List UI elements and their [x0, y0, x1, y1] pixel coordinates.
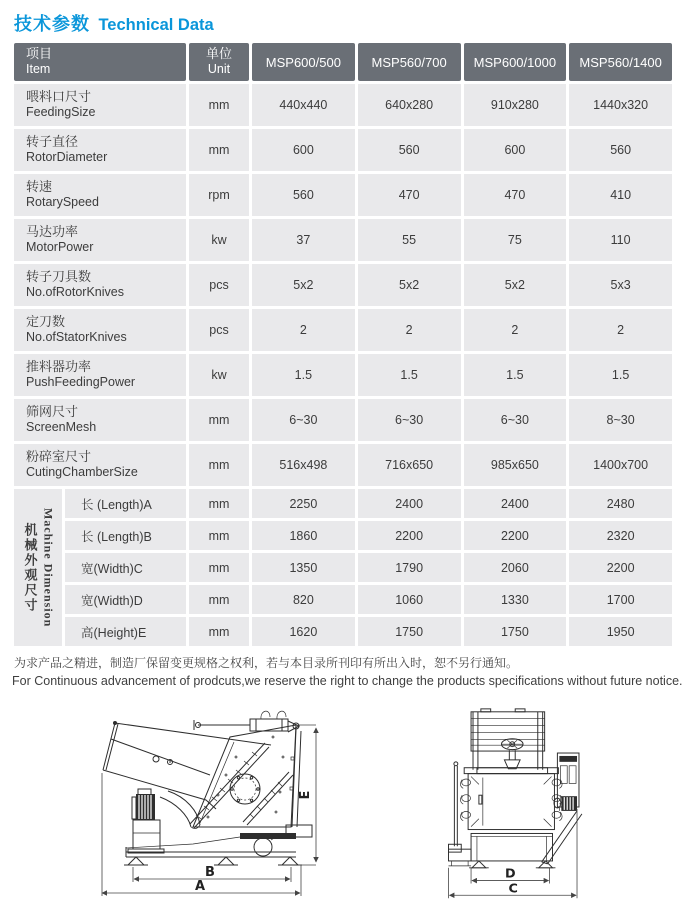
value-cell: 8~30	[569, 399, 672, 441]
motor-side	[128, 789, 164, 853]
dim-label: 高(Height)E	[65, 617, 186, 646]
row-label-en: RotorDiameter	[26, 150, 108, 165]
dim-row-height-e	[65, 617, 672, 646]
header-unit-cn: 单位	[205, 46, 232, 62]
row-label-cn: 筛网尺寸	[26, 404, 79, 420]
value-cell: 1060	[358, 585, 461, 614]
dim-row-width-d	[65, 585, 672, 614]
value-cell: 1750	[464, 617, 567, 646]
unit-cell: mm	[189, 399, 249, 441]
row-label	[14, 444, 186, 486]
header-item	[14, 43, 186, 81]
value-cell: 1790	[358, 553, 461, 582]
value-cell: 2480	[569, 489, 672, 518]
row-label-cn: 马达功率	[26, 224, 79, 240]
value-cell: 470	[358, 174, 461, 216]
dim-label-c: C	[508, 880, 518, 896]
value-cell: 470	[464, 174, 567, 216]
value-cell: 2200	[569, 553, 672, 582]
unit-cell: kw	[189, 219, 249, 261]
support-rod	[448, 761, 461, 851]
dim-label: 宽(Width)C	[65, 553, 186, 582]
header-unit-en: Unit	[207, 62, 231, 77]
value-cell: 6~30	[358, 399, 461, 441]
machine-dimension-label-en: Machine Dimension	[41, 507, 56, 628]
unit-cell: mm	[189, 553, 249, 582]
value-cell: 2400	[358, 489, 461, 518]
table-header-row	[14, 43, 672, 81]
dim-label-e: E	[298, 790, 313, 799]
value-cell: 1350	[252, 553, 355, 582]
dim-label: 宽(Width)D	[65, 585, 186, 614]
header-model: MSP560/700	[358, 43, 461, 81]
unit-cell: mm	[189, 489, 249, 518]
dim-label-b: B	[205, 864, 215, 880]
header-item-en: Item	[26, 62, 51, 77]
machine-drawings	[0, 697, 685, 915]
value-cell: 1.5	[464, 354, 567, 396]
row-label-cn: 粉碎室尺寸	[26, 449, 92, 465]
value-cell: 1750	[358, 617, 461, 646]
row-label	[14, 174, 186, 216]
page-title-en: Technical Data	[98, 16, 214, 34]
value-cell: 37	[252, 219, 355, 261]
machine-dimension-label-cn: 机械外观尺寸	[22, 522, 38, 613]
unit-cell: kw	[189, 354, 249, 396]
row-label-en: CutingChamberSize	[26, 465, 138, 480]
row-label-en: FeedingSize	[26, 105, 96, 120]
value-cell: 2	[569, 309, 672, 351]
value-cell: 2250	[252, 489, 355, 518]
dim-row-length-b	[65, 521, 672, 550]
rear-strut	[286, 729, 312, 837]
value-cell: 1860	[252, 521, 355, 550]
unit-cell: pcs	[189, 264, 249, 306]
value-cell: 820	[252, 585, 355, 614]
table-row-screen-mesh	[14, 399, 672, 441]
dim-row-length-a	[65, 489, 672, 518]
header-model: MSP600/1000	[464, 43, 567, 81]
value-cell: 1.5	[358, 354, 461, 396]
value-cell: 1440x320	[569, 84, 672, 126]
value-cell: 2	[358, 309, 461, 351]
table-row-cutting-chamber-size	[14, 444, 672, 486]
value-cell: 985x650	[464, 444, 567, 486]
housing-bolts	[207, 736, 284, 818]
value-cell: 2	[464, 309, 567, 351]
machine-dimension-rows	[65, 489, 672, 646]
table-row-feeding-size	[14, 84, 672, 126]
unit-cell: mm	[189, 444, 249, 486]
crushing-housing	[190, 725, 296, 828]
table-row-push-feeding-power	[14, 354, 672, 396]
value-cell: 2400	[464, 489, 567, 518]
row-label-en: MotorPower	[26, 240, 94, 255]
value-cell: 110	[569, 219, 672, 261]
hydraulic-cylinder	[194, 711, 299, 732]
value-cell: 1700	[569, 585, 672, 614]
value-cell: 516x498	[252, 444, 355, 486]
unit-cell: mm	[189, 84, 249, 126]
value-cell: 2200	[358, 521, 461, 550]
value-cell: 6~30	[252, 399, 355, 441]
value-cell: 1620	[252, 617, 355, 646]
row-label-en: PushFeedingPower	[26, 375, 136, 390]
header-model: MSP600/500	[252, 43, 355, 81]
row-label	[14, 399, 186, 441]
dim-row-width-c	[65, 553, 672, 582]
value-cell: 75	[464, 219, 567, 261]
unit-cell: mm	[189, 585, 249, 614]
row-label	[14, 219, 186, 261]
row-label	[14, 264, 186, 306]
dim-label-a: A	[194, 878, 206, 894]
handwheel	[501, 738, 523, 768]
value-cell: 1.5	[569, 354, 672, 396]
side-clamps	[460, 779, 562, 821]
header-model: MSP560/1400	[569, 43, 672, 81]
technical-data-table	[14, 43, 672, 646]
value-cell: 2320	[569, 521, 672, 550]
row-label-cn: 推料器功率	[26, 359, 92, 375]
value-cell: 2	[252, 309, 355, 351]
table-row-rotor-diameter	[14, 129, 672, 171]
machine-body-front	[464, 767, 558, 829]
row-label-cn: 转子直径	[26, 134, 79, 150]
unit-cell: mm	[189, 617, 249, 646]
table-row-stator-knives	[14, 309, 672, 351]
value-cell: 5x3	[569, 264, 672, 306]
value-cell: 5x2	[358, 264, 461, 306]
value-cell: 716x650	[358, 444, 461, 486]
row-label-cn: 转子刀具数	[26, 269, 92, 285]
machine-dimension-section	[14, 489, 672, 646]
page-title-cn: 技术参数	[14, 14, 90, 34]
value-cell: 5x2	[252, 264, 355, 306]
row-label	[14, 84, 186, 126]
value-cell: 600	[464, 129, 567, 171]
disclaimer-note	[14, 655, 685, 691]
unit-cell: pcs	[189, 309, 249, 351]
row-label	[14, 129, 186, 171]
base-frame-front	[448, 833, 555, 867]
row-label-cn: 转速	[26, 179, 53, 195]
table-row-motor-power	[14, 219, 672, 261]
row-label-en: RotarySpeed	[26, 195, 99, 210]
page-title	[0, 0, 685, 43]
row-label-en: No.ofRotorKnives	[26, 285, 124, 300]
unit-cell: mm	[189, 521, 249, 550]
machine-dimension-group-label	[14, 489, 62, 646]
table-row-rotary-speed	[14, 174, 672, 216]
value-cell: 2200	[464, 521, 567, 550]
value-cell: 1.5	[252, 354, 355, 396]
value-cell: 560	[569, 129, 672, 171]
value-cell: 560	[252, 174, 355, 216]
row-label-cn: 定刀数	[26, 314, 66, 330]
dim-label-d: D	[505, 866, 516, 882]
value-cell: 600	[252, 129, 355, 171]
value-cell: 2060	[464, 553, 567, 582]
disclaimer-en: For Continuous advancement of prodcuts,we reserve the right to change the products specifications without future notice.	[12, 674, 683, 689]
value-cell: 6~30	[464, 399, 567, 441]
value-cell: 5x2	[464, 264, 567, 306]
unit-cell: mm	[189, 129, 249, 171]
side-view-drawing	[58, 697, 396, 915]
row-label-cn: 喂料口尺寸	[26, 89, 92, 105]
header-unit	[189, 43, 249, 81]
value-cell: 910x280	[464, 84, 567, 126]
dim-label: 长 (Length)B	[65, 521, 186, 550]
front-view-drawing	[422, 697, 682, 915]
value-cell: 55	[358, 219, 461, 261]
value-cell: 1330	[464, 585, 567, 614]
row-label	[14, 354, 186, 396]
value-cell: 440x440	[252, 84, 355, 126]
value-cell: 1400x700	[569, 444, 672, 486]
row-label-en: No.ofStatorKnives	[26, 330, 127, 345]
header-item-cn: 项目	[26, 46, 53, 62]
table-row-rotor-knives	[14, 264, 672, 306]
value-cell: 560	[358, 129, 461, 171]
unit-cell: rpm	[189, 174, 249, 216]
value-cell: 640x280	[358, 84, 461, 126]
row-label	[14, 309, 186, 351]
dim-label: 长 (Length)A	[65, 489, 186, 518]
row-label-en: ScreenMesh	[26, 420, 97, 435]
value-cell: 1950	[569, 617, 672, 646]
flange-bolts	[231, 776, 259, 801]
disclaimer-cn: 为求产品之精进，制造厂保留变更规格之权利，若与本目录所刊印有所出入时，恕不另行通知。	[14, 656, 519, 670]
value-cell: 410	[569, 174, 672, 216]
